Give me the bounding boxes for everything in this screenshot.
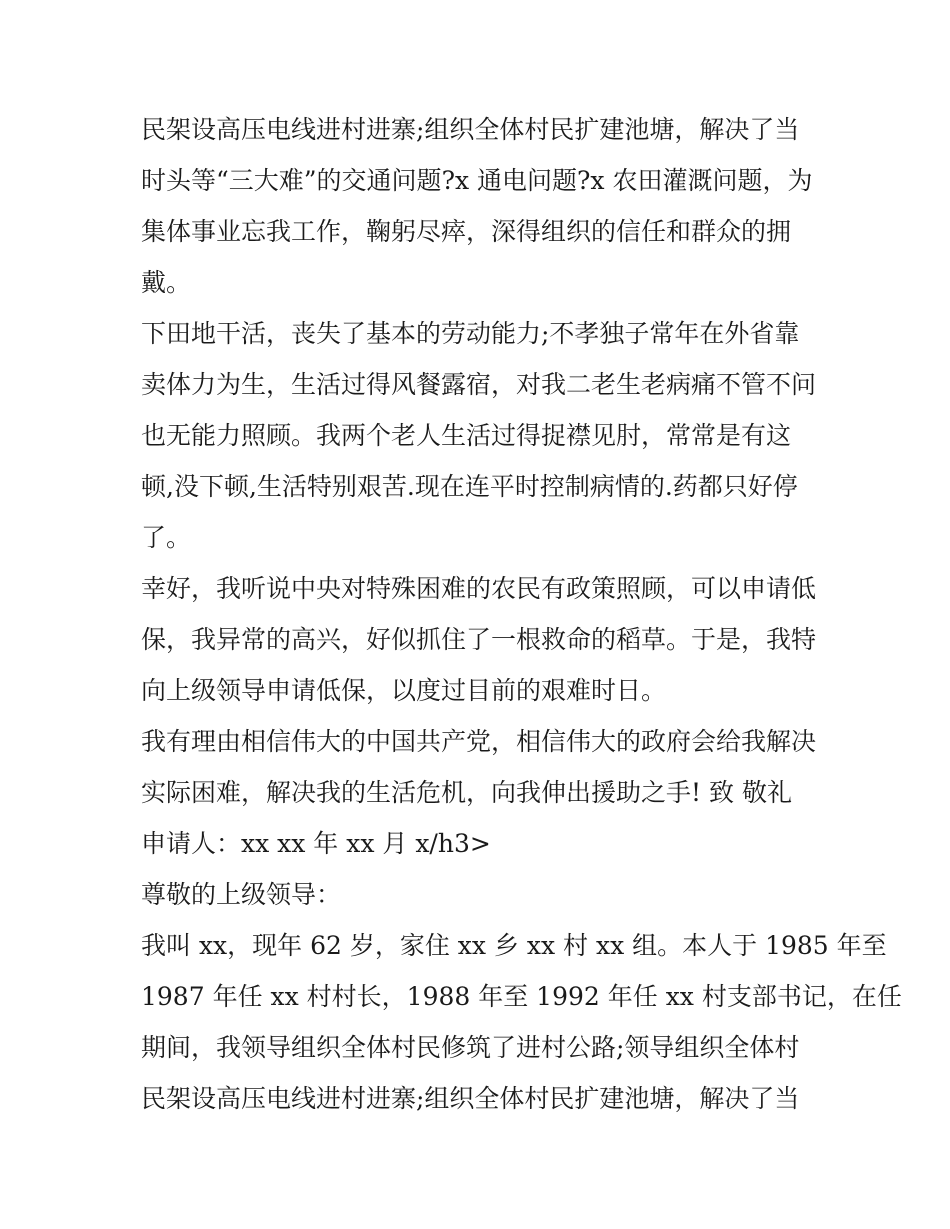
text-line: 我有理由相信伟大的中国共产党，相信伟大的政府会给我解决	[141, 727, 817, 756]
text-line: 实际困难，解决我的生活危机，向我伸出援助之手! 致 敬礼	[141, 778, 792, 807]
text-line: 顿,没下顿,生活特别艰苦.现在连平时控制病情的.药都只好停	[141, 472, 798, 501]
text-line: 期间，我领导组织全体村民修筑了进村公路;领导组织全体村	[141, 1033, 800, 1062]
text-line: 1987 年任 xx 村村长，1988 年至 1992 年任 xx 村支部书记，在任	[141, 982, 902, 1011]
text-line: 也无能力照顾。我两个老人生活过得捉襟见肘，常常是有这	[141, 421, 792, 450]
text-line: 民架设高压电线进村进寨;组织全体村民扩建池塘，解决了当	[141, 1084, 800, 1113]
text-line: 幸好，我听说中央对特殊困难的农民有政策照顾，可以申请低	[141, 574, 817, 603]
signature-line: 申请人：xx xx 年 xx 月 x/h3>	[141, 829, 491, 858]
document-body	[141, 104, 902, 1124]
text-line: 向上级领导申请低保，以度过目前的艰难时日。	[141, 676, 667, 705]
text-line: 了。	[141, 523, 192, 552]
text-line: 民架设高压电线进村进寨;组织全体村民扩建池塘，解决了当	[141, 115, 800, 144]
salutation-line: 尊敬的上级领导：	[141, 880, 342, 909]
text-line: 我叫 xx，现年 62 岁，家住 xx 乡 xx 村 xx 组。本人于 1985 年至	[141, 931, 887, 960]
text-line: 卖体力为生，生活过得风餐露宿，对我二老生老病痛不管不问	[141, 370, 817, 399]
text-line: 时头等“三大难”的交通问题?x 通电问题?x 农田灌溉问题，为	[141, 166, 813, 195]
text-line: 下田地干活，丧失了基本的劳动能力;不孝独子常年在外省靠	[141, 319, 800, 348]
text-line: 保，我异常的高兴，好似抓住了一根救命的稻草。于是，我特	[141, 625, 817, 654]
text-line: 戴。	[141, 268, 192, 297]
text-line: 集体事业忘我工作，鞠躬尽瘁，深得组织的信任和群众的拥	[141, 217, 792, 246]
